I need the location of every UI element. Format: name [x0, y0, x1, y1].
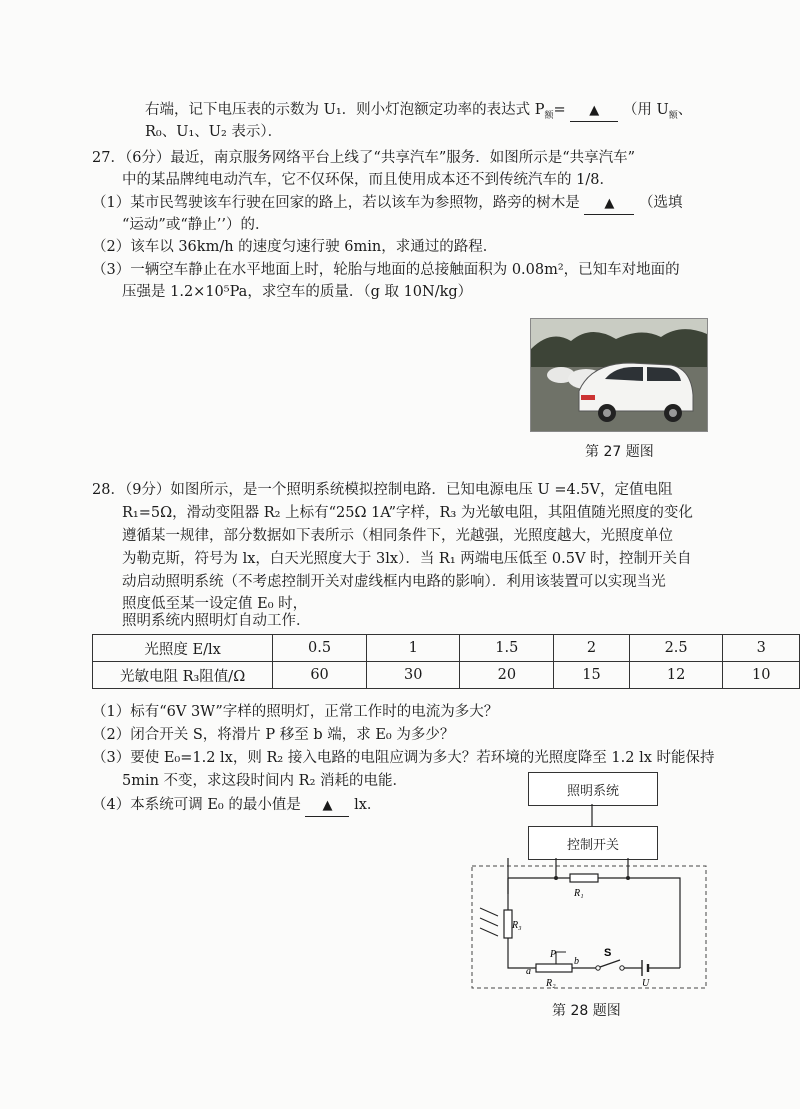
q28-line-1: 28．（9分）如图所示，是一个照明系统模拟控制电路．已知电源电压 U =4.5V，定值电阻	[92, 482, 673, 498]
intro-text-d: 、	[677, 102, 693, 118]
table-row	[93, 635, 800, 662]
q28-sub-4	[92, 795, 381, 817]
r3-label: R₃	[512, 920, 522, 931]
table-cell: 0.5	[273, 635, 367, 662]
q27-answer-blank[interactable]	[584, 193, 634, 215]
table-cell: 15	[554, 662, 630, 689]
table-header-cell: 光照度 E/lx	[93, 635, 273, 662]
table-cell: 30	[366, 662, 460, 689]
table-cell: 2	[554, 635, 630, 662]
intro-text-c: （用 U	[622, 102, 669, 118]
lighting-system-box: 照明系统	[528, 772, 658, 806]
q28-line-5: 动启动照明系统（不考虑控制开关对虚线框内电路的影响）．利用该装置可以实现当光	[122, 574, 666, 590]
circuit-diagram	[470, 804, 710, 994]
q28-line-6: 照度低至某一设定值 E₀ 时，	[122, 596, 308, 612]
intro-sub: 额	[544, 110, 554, 121]
table-cell: 1	[366, 635, 460, 662]
r2-label: R₂	[546, 978, 556, 989]
q28-sub-4-unit: lx．	[354, 797, 382, 813]
table-cell: 60	[273, 662, 367, 689]
table-cell: 12	[629, 662, 723, 689]
q27-figure-caption: 第 27 题图	[585, 444, 654, 460]
table-cell: 20	[460, 662, 554, 689]
q27-heading: 27．（6分）最近，南京服务网络平台上线了“共享汽车”服务．如图所示是“共享汽车”	[92, 150, 636, 166]
answer-mark: ▲	[604, 196, 615, 211]
car-photo	[530, 318, 708, 432]
q28-sub-4-text: （4）本系统可调 E₀ 的最小值是	[92, 797, 301, 813]
intro-text-a: 右端，记下电压表的示数为 U₁．则小灯泡额定功率的表达式 P	[145, 102, 545, 118]
q28-sub-2: （2）闭合开关 S，将滑片 P 移至 b 端，求 E₀ 为多少？	[92, 727, 455, 743]
q28-sub-3: （3）要使 E₀=1.2 lx，则 R₂ 接入电路的电阻应调为多大？若环境的光照度降至 1.2 lx 时能保持	[92, 750, 715, 766]
q27-part3-cont: 压强是 1.2×10⁵Pa，求空车的质量．（g 取 10N/kg）	[122, 284, 473, 300]
q28-sub-3-cont: 5min 不变，求这段时间内 R₂ 消耗的电能．	[122, 773, 408, 789]
q28-figure-caption: 第 28 题图	[552, 1003, 621, 1019]
q28-line-3: 遵循某一规律，部分数据如下表所示（相同条件下，光越强，光照度越大，光照度单位	[122, 528, 673, 544]
r1-label: R₁	[574, 888, 584, 899]
u-label: U	[642, 978, 650, 989]
table-cell: 3	[723, 635, 800, 662]
illuminance-table	[92, 634, 800, 689]
answer-blank[interactable]	[570, 100, 618, 122]
q27-part2: （2）该车以 36km/h 的速度匀速行驶 6min，求通过的路程．	[92, 239, 498, 255]
q27-heading-2: 中的某品牌纯电动汽车，它不仅环保，而且使用成本还不到传统汽车的 1/8．	[122, 172, 614, 188]
a-label: a	[526, 966, 531, 977]
q28-answer-blank[interactable]	[305, 795, 349, 817]
intro-text-b: =	[553, 102, 566, 118]
q28-sub-1: （1）标有“6V 3W”字样的照明灯，正常工作时的电流为多大？	[92, 704, 499, 720]
table-cell: 2.5	[629, 635, 723, 662]
s-label: S	[604, 947, 612, 959]
b-label: b	[574, 956, 579, 967]
table-header-cell: 光敏电阻 R₃阻值/Ω	[93, 662, 273, 689]
intro-line-2: R₀、U₁、U₂ 表示）．	[145, 124, 283, 140]
intro-sub2: 额	[668, 110, 678, 121]
table-cell: 10	[723, 662, 800, 689]
q27-part1-cont: “运动”或“静止’’）的．	[122, 217, 270, 233]
q27-part1-text: （1）某市民驾驶该车行驶在回家的路上，若以该车为参照物，路旁的树木是	[92, 195, 580, 211]
p-label: P	[550, 949, 557, 960]
table-cell: 1.5	[460, 635, 554, 662]
q27-part1	[92, 193, 682, 215]
q28-line-7: 照明系统内照明灯自动工作．	[122, 613, 311, 629]
table-row	[93, 662, 800, 689]
answer-mark: ▲	[322, 798, 333, 813]
q28-line-2: R₁=5Ω，滑动变阻器 R₂ 上标有“25Ω 1A”字样，R₃ 为光敏电阻，其阻值随光照度的变化	[122, 505, 693, 521]
q27-part1-text-b: （选填	[638, 195, 683, 211]
q28-line-4: 为勒克斯，符号为 lx，白天光照度大于 3lx）．当 R₁ 两端电压低至 0.5V 时，控制开关自	[122, 551, 692, 567]
answer-mark: ▲	[589, 103, 600, 118]
q27-part3: （3）一辆空车静止在水平地面上时，轮胎与地面的总接触面积为 0.08m²，已知车对地面的	[92, 262, 680, 278]
control-switch-box: 控制开关	[528, 826, 658, 860]
